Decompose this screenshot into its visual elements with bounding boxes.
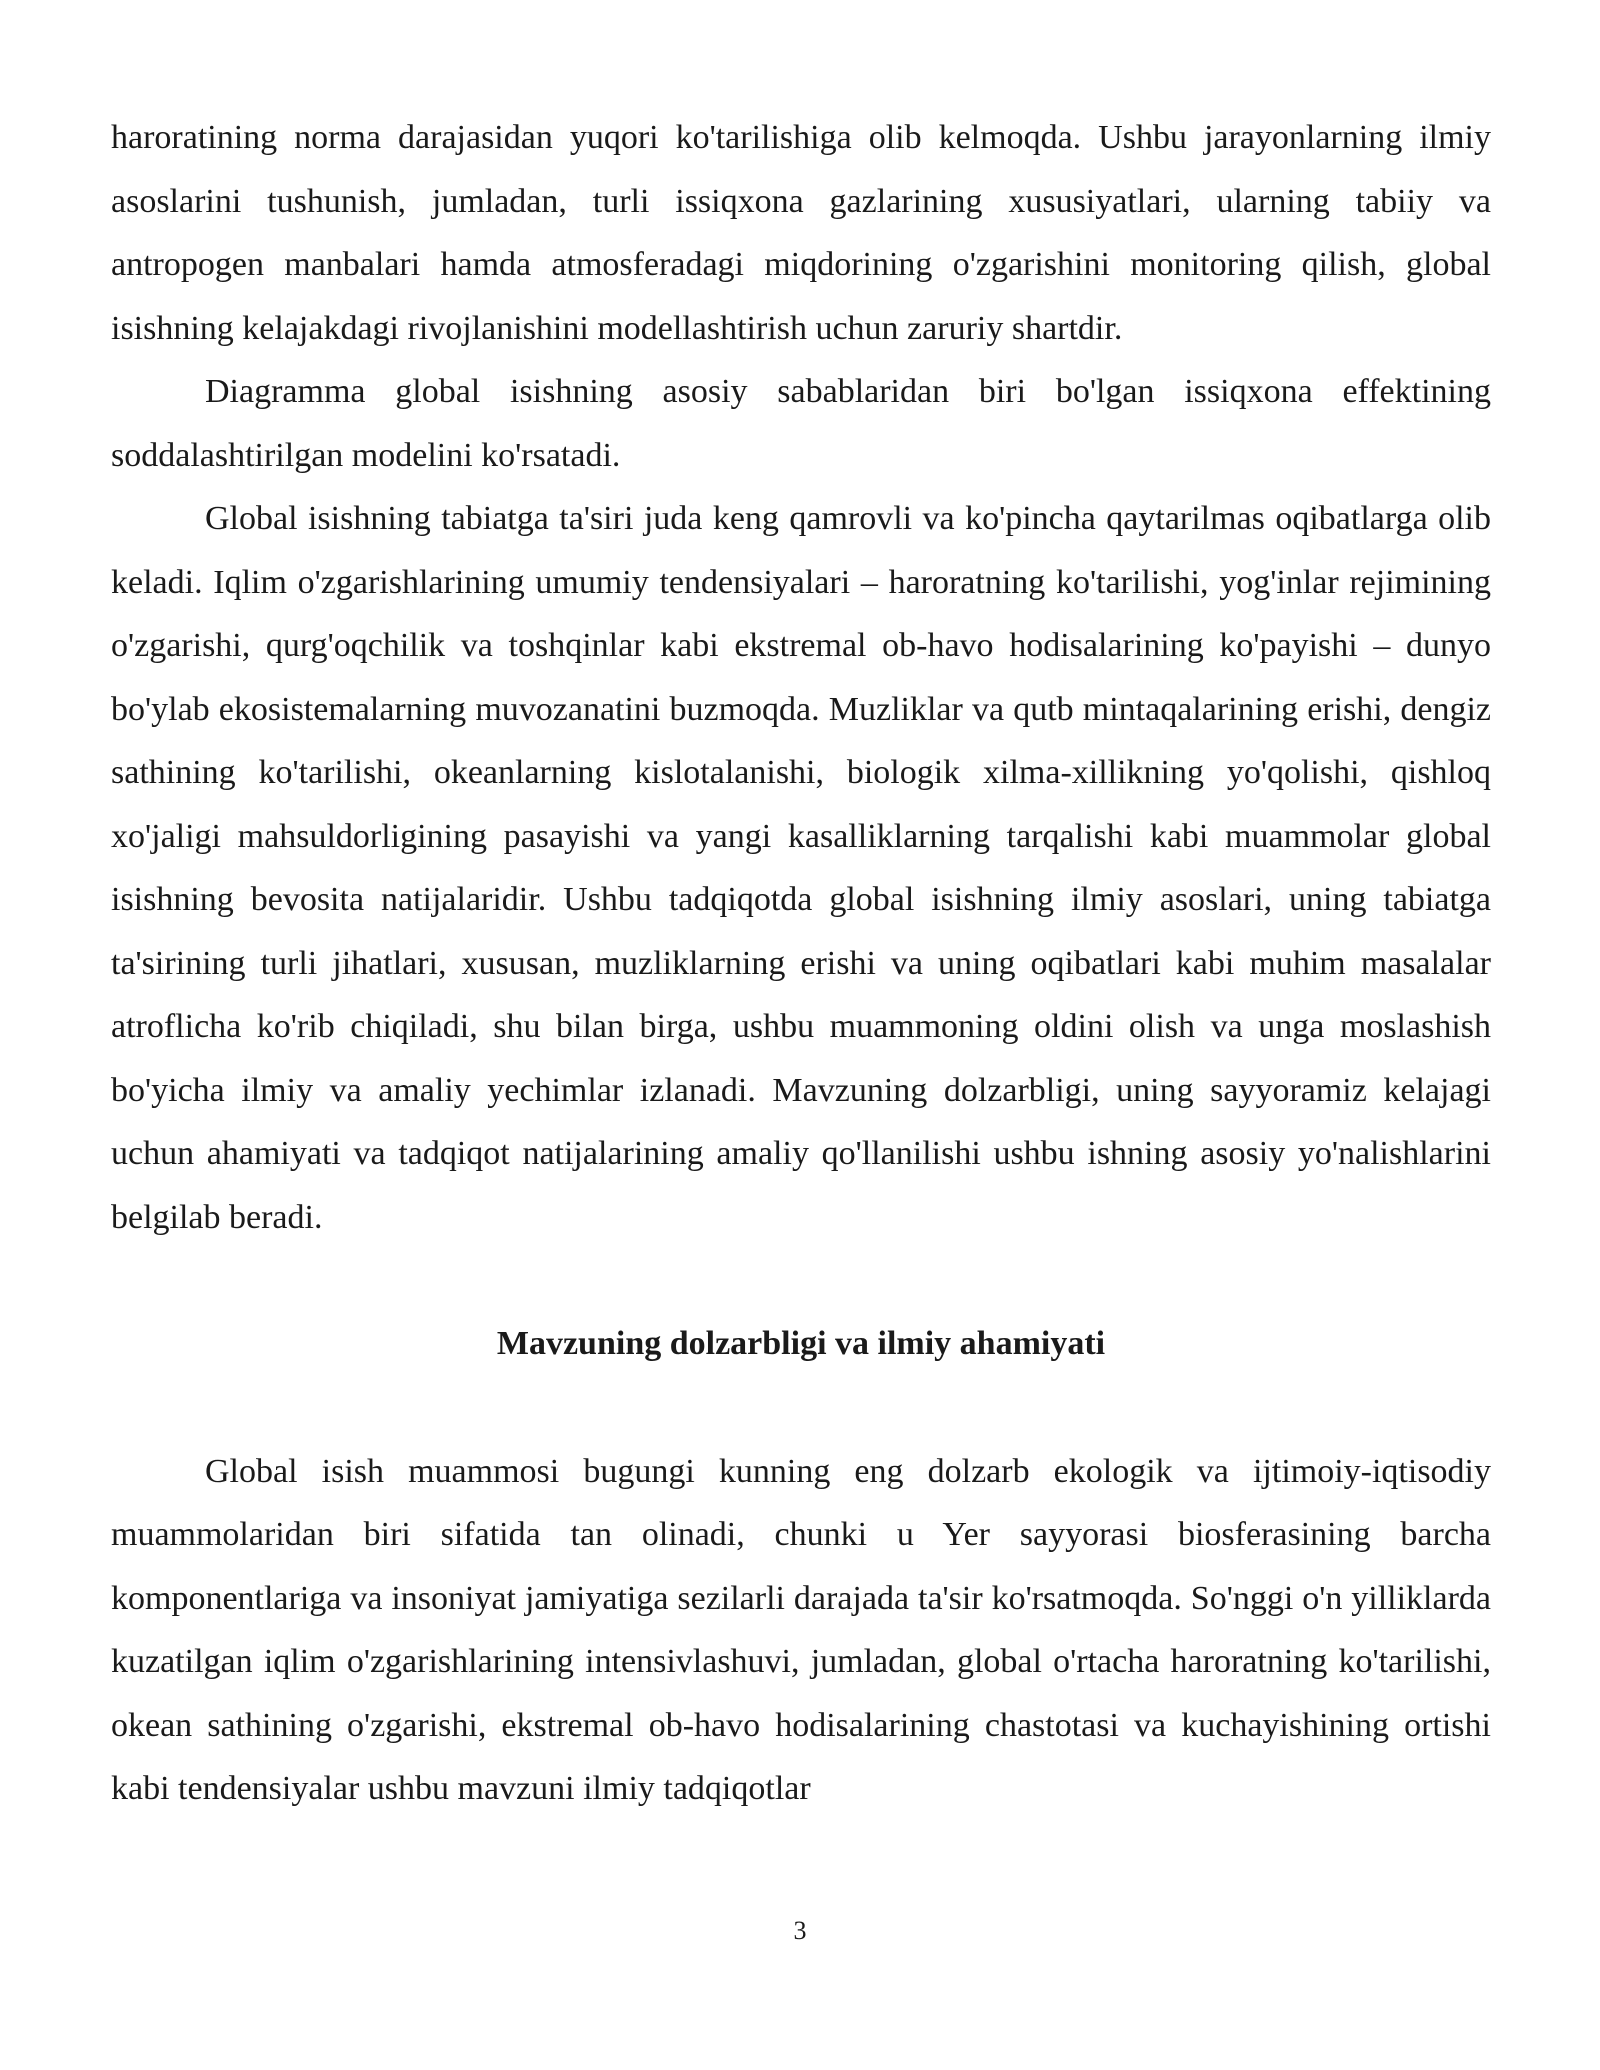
page-number: 3 (793, 1916, 807, 1945)
page-content (111, 106, 1491, 1821)
paragraph-nature-impact: Global isishning tabiatga ta'siri juda keng qamrovli va ko'pincha qaytarilmas oqibatlarga olib keladi. Iqlim o'zgarishlarining umumiy tendensiyalari – haroratning ko'tarilishi, yog'inlar rejimining o'zgarishi, qurg'oqchilik va toshqinlar kabi ekstremal ob-havo hodisalarining ko'payishi – dunyo bo'ylab ekosistemalarning muvozanatini buzmoqda. Muzliklar va qutb mintaqalarining erishi, dengiz sathining ko'tarilishi, okeanlarning kislotalanishi, biologik xilma-xillikning yo'qolishi, qishloq xo'jaligi mahsuldorligining pasayishi va yangi kasalliklarning tarqalishi kabi muammolar global isishning bevosita natijalaridir. Ushbu tadqiqotda global isishning ilmiy asoslari, uning tabiatga ta'sirining turli jihatlari, xususan, muzliklarning erishi va uning oqibatlari kabi muhim masalalar atroflicha ko'rib chiqiladi, shu bilan birga, ushbu muammoning oldini olish va unga moslashish bo'yicha ilmiy va amaliy yechimlar izlanadi. Mavzuning dolzarbligi, uning sayyoramiz kelajagi uchun ahamiyati va tadqiqot natijalarining amaliy qo'llanilishi ushbu ishning asosiy yo'nalishlarini belgilab beradi. (111, 500, 1491, 1236)
paragraph-diagram-note: Diagramma global isishning asosiy sabablaridan biri bo'lgan issiqxona effektining soddalashtirilgan modelini ko'rsatadi. (111, 373, 1491, 474)
section-heading: Mavzuning dolzarbligi va ilmiy ahamiyati (496, 1325, 1106, 1362)
paragraph-relevance: Global isish muammosi bugungi kunning eng dolzarb ekologik va ijtimoiy-iqtisodiy muammolaridan biri sifatida tan olinadi, chunki u Yer sayyorasi biosferasining barcha komponentlariga va insoniyat jamiyatiga sezilarli darajada ta'sir ko'rsatmoqda. So'nggi o'n yilliklarda kuzatilgan iqlim o'zgarishlarining intensivlashuvi, jumladan, global o'rtacha haroratning ko'tarilishi, okean sathining o'zgarishi, ekstremal ob-havo hodisalarining chastotasi va kuchayishining ortishi kabi tendensiyalar ushbu mavzuni ilmiy tadqiqotlar (111, 1452, 1491, 1807)
paragraph-continuation: haroratining norma darajasidan yuqori ko'tarilishiga olib kelmoqda. Ushbu jarayonlarning ilmiy asoslarini tushunish, jumladan, turli issiqxona gazlarining xususiyatlari, ularning tabiiy va antropogen manbalari hamda atmosferadagi miqdorining o'zgarishini monitoring qilish, global isishning kelajakdagi rivojlanishini modellashtirish uchun zaruriy shartdir. (111, 119, 1491, 347)
